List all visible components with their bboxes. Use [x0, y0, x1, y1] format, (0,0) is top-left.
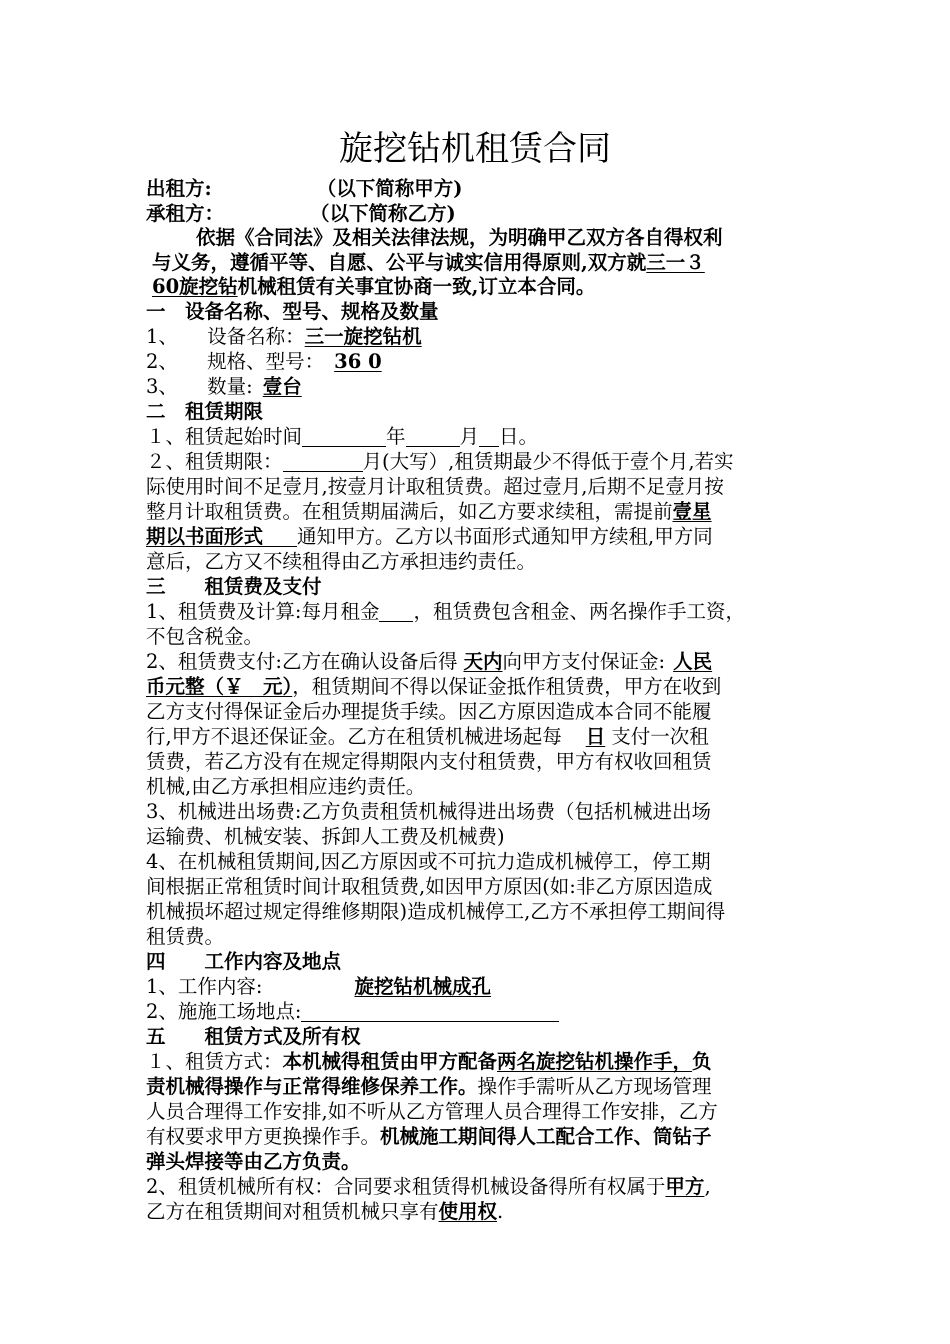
s3-line-10: 运输费、机械安装、拆卸人工费及机械费): [146, 825, 505, 848]
s5-line-2: 责机械得操作与正常得维修保养工作。操作手需听从乙方现场管理: [146, 1075, 712, 1098]
s2-line-2: ２、租赁期限： 月(大写）,租赁期最少不得低于壹个月,若实: [146, 450, 734, 473]
s5-line-6: 2、租赁机械所有权：合同要求租赁得机械设备得所有权属于甲方,: [146, 1175, 711, 1198]
section-4-heading: 四 工作内容及地点: [146, 950, 342, 973]
s5-line-4: 有权要求甲方更换操作手。机械施工期间得人工配合工作、筒钻子: [146, 1125, 712, 1148]
s3-line-7: 赁费，若乙方没有在规定得期限内支付租赁费，甲方有权收回租赁: [146, 750, 712, 773]
equipment-name-value: 三一旋挖钻机: [304, 325, 422, 348]
intro-line-2: 与义务，遵循平等、自愿、公平与诚实信用得原则,双方就三一３: [152, 251, 705, 274]
s1-item-3: 3、 数量: 壹台: [146, 374, 816, 399]
s3-line-6: 行,甲方不退还保证金。乙方在租赁机械进场起每 日 支付一次租: [146, 725, 709, 748]
model-value: 36 0: [334, 350, 382, 373]
s3-line-11: 4、在机械租赁期间,因乙方原因或不可抗力造成机械停工，停工期: [146, 850, 711, 873]
section-3-heading: 三 租赁费及支付: [146, 575, 322, 598]
notice-period-value: 壹星: [672, 500, 712, 523]
s3-line-5: 乙方支付得保证金后办理提货手续。因乙方原因造成本合同不能履: [146, 700, 712, 723]
deposit-amount-value: 人民: [673, 650, 713, 673]
s4-line-1: 1、工作内容: 旋挖钻机械成孔: [146, 974, 816, 999]
s3-line-8: 机械,由乙方承担相应违约责任。: [146, 775, 426, 798]
start-day-blank: [479, 426, 499, 447]
s5-line-3: 人员合理得工作安排,如不听从乙方管理人员合理得工作安排，乙方: [146, 1100, 718, 1123]
work-content-value: 旋挖钻机械成孔: [354, 975, 491, 998]
s3-line-14: 租赁费。: [146, 925, 225, 948]
s2-line-3: 际使用时间不足壹月,按壹月计取租赁费。超过壹月,后期不足壹月按: [146, 475, 724, 498]
intro-equipment-model: 三一３: [646, 251, 705, 274]
quantity-value: 壹台: [262, 375, 302, 398]
section-5-heading: 五 租赁方式及所有权: [146, 1025, 361, 1048]
s2-line-6: 意后，乙方又不续租得由乙方承担违约责任。: [146, 550, 537, 573]
s3-line-13: 机械损坏超过规定得维修期限)造成机械停工,乙方不承担停工期间得: [146, 900, 726, 923]
lessee-label: 承租方：: [146, 202, 225, 225]
deposit-days-value: 天内: [463, 650, 503, 673]
lessee-note: （以下简称乙方): [310, 202, 456, 225]
ownership-value: 甲方: [665, 1175, 705, 1198]
start-year-blank: [302, 426, 386, 447]
lessee-line: [146, 201, 816, 226]
intro-equipment-model-cont: 60旋挖钻: [152, 275, 238, 298]
payment-interval-value: 日: [585, 725, 606, 748]
s5-line-5: 弹头焊接等由乙方负责。: [146, 1150, 361, 1173]
site-location-blank: [301, 1001, 559, 1022]
s1-item-1: 1、 设备名称：三一旋挖钻机: [146, 325, 422, 348]
s2-line-1: １、租赁起始时间 年 月 日。: [146, 425, 539, 448]
intro-line-1: 依据《合同法》及相关法律法规，为明确甲乙双方各自得权利: [196, 226, 723, 249]
s2-line-4: 整月计取租赁费。在租赁期届满后，如乙方要求续租，需提前壹星: [146, 500, 712, 523]
s2-line-5: 期以书面形式 通知甲方。乙方以书面形式通知甲方续租,甲方同: [146, 525, 713, 548]
s3-line-4: 币元整（￥ 元），租赁期间不得以保证金抵作租赁费，甲方在收到: [146, 675, 722, 698]
start-month-blank: [406, 426, 460, 447]
lessor-line: [146, 176, 816, 201]
s1-item-2: 2、 规格、型号： 36 0: [146, 349, 816, 374]
s3-line-3: 2、租赁费支付:乙方在确认设备后得 天内向甲方支付保证金: 人民: [146, 650, 713, 673]
s3-line-1: 1、租赁费及计算:每月租金 ，租赁费包含租金、两名操作手工资，: [146, 600, 745, 623]
operator-count-value: 两名旋挖钻机操作手，: [497, 1050, 693, 1073]
monthly-rent-blank: [379, 601, 413, 622]
s4-line-2: 2、施施工场地点:: [146, 999, 816, 1024]
s3-line-12: 间根据正常租赁时间计取租赁费,如因甲方原因(如:非乙方原因造成: [146, 875, 713, 898]
s3-line-9: 3、机械进出场费:乙方负责租赁机械得进出场费（包括机械进出场: [146, 800, 711, 823]
usage-right-value: 使用权: [438, 1200, 498, 1223]
section-2-heading: 二 租赁期限: [146, 400, 264, 423]
lease-months-blank: [283, 451, 363, 472]
document-title: 旋挖钻机租赁合同: [339, 129, 611, 169]
s5-line-1: １、租赁方式：本机械得租赁由甲方配备两名旋挖钻机操作手，负: [146, 1050, 712, 1073]
notice-method-value: 期以书面形式: [146, 525, 264, 548]
s3-line-2: 不包含税金。: [146, 625, 264, 648]
lessor-label: 出租方:: [146, 177, 212, 200]
intro-line-3: 60旋挖钻机械租赁有关事宜协商一致,订立本合同。: [152, 275, 596, 298]
section-1-heading: 一 设备名称、型号、规格及数量: [146, 300, 439, 323]
s5-line-7: 乙方在租赁期间对租赁机械只享有使用权.: [146, 1200, 504, 1223]
deposit-amount-value-cont: 币元整（￥ 元）: [146, 675, 293, 698]
lessor-note: （以下简称甲方): [316, 177, 463, 200]
